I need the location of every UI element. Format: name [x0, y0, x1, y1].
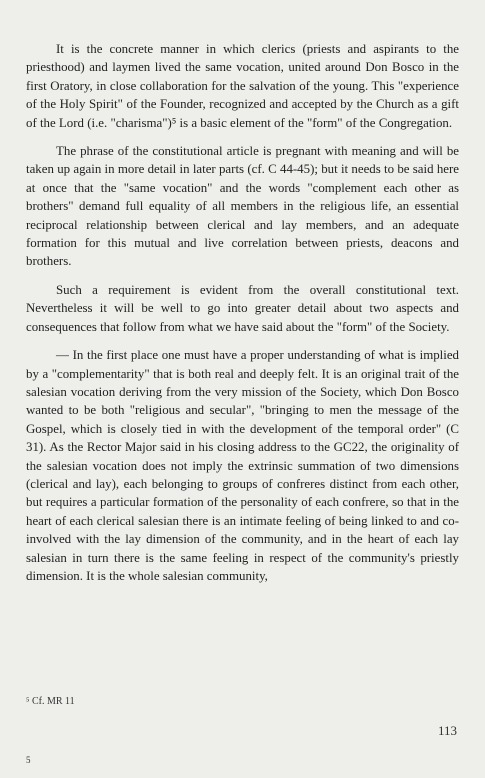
paragraph: — In the first place one must have a proper understanding of what is implied by a "complementarity" that is both real and deeply felt. It is an original trait of the salesian vocation deriving from the very mission of the Society, which Don Bosco wanted to be both "religious and secular", "bringing to men the message of the Gospel, which is closely tied in with the development of the temporal order" (C 31). As the Rector Major said in his closing address to the GC22, the originality of the salesian vocation does not imply the extrinsic summation of two dimensions (clerical and lay), each belonging to groups of confreres distinct from each other, but requires a particular formation of the personality of each confrere, so that in the heart of each clerical salesian there is an intimate feeling of being linked to and co-involved with the lay dimension of the community, and in the heart of each lay salesian in turn there is the same feeling in respect of the community's priestly dimension. It is the whole salesian community, [26, 348, 459, 583]
signature-mark: 5 [26, 755, 31, 765]
paragraph: It is the concrete manner in which clerics (priests and aspirants to the priesthood) and laymen lived the same vocation, united around Don Bosco in the first Oratory, in close collaboration for the salvation of the young. This "experience of the Holy Spirit" of the Founder, recognized and accepted by the Church as a gift of the Lord (i.e. "charisma")⁵ is a basic element of the "form" of the Congregation. [26, 42, 459, 130]
body-text [26, 40, 459, 595]
paragraph: The phrase of the constitutional article is pregnant with meaning and will be taken up again in more detail in later parts (cf. C 44-45); but it needs to be said here at once that the "same vocation" and the words "complement each other as brothers" demand full equality of all members in the religious life, an essential reciprocal relationship between clerical and lay members, and an adequate formation for this mutual and live correlation between priests, deacons and brothers. [26, 144, 459, 269]
footnote: ⁵ Cf. MR 11 [26, 696, 75, 707]
paragraph: Such a requirement is evident from the overall constitutional text. Nevertheless it will be well to go into greater detail about two aspects and consequences that follow from what we have said about the "form" of the Society. [26, 282, 459, 334]
page-number: 113 [437, 723, 457, 738]
